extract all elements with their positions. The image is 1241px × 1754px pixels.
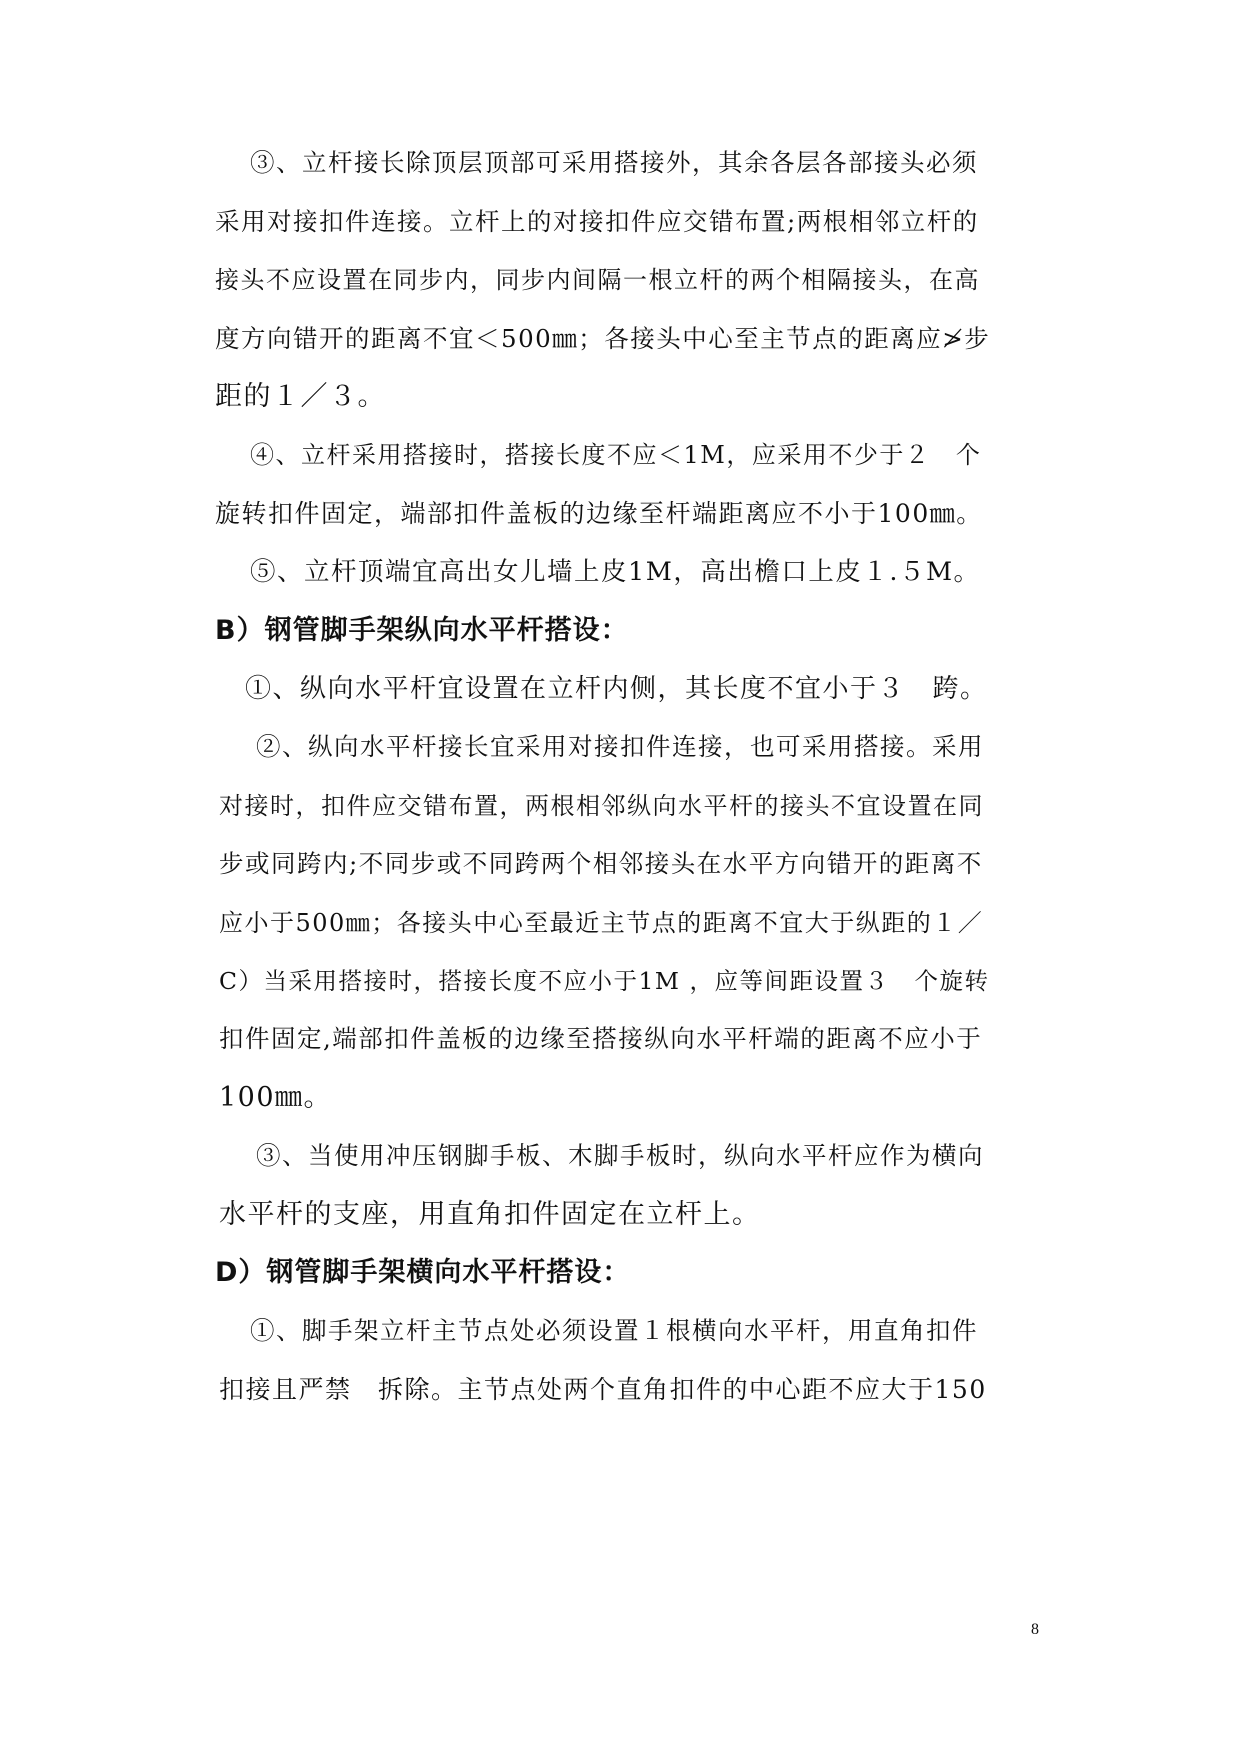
paragraph-line: 100㎜。 — [219, 1082, 333, 1113]
paragraph-line: 度方向错开的距离不宜＜500㎜；各接头中心至主节点的距离应≯步 — [215, 324, 991, 353]
paragraph-line: ①、脚手架立杆主节点处必须设置１根横向水平杆，用直角扣件 — [250, 1316, 978, 1345]
page-number: 8 — [1031, 1621, 1039, 1638]
paragraph-line: ③、当使用冲压钢脚手板、木脚手板时，纵向水平杆应作为横向 — [256, 1141, 984, 1170]
paragraph-line: 距的１／３。 — [215, 381, 386, 412]
paragraph-line: 水平杆的支座，用直角扣件固定在立杆上。 — [219, 1199, 761, 1230]
paragraph-line: ①、纵向水平杆宜设置在立杆内侧，其长度不宜小于３ 跨。 — [245, 674, 988, 704]
paragraph-line: 接头不应设置在同步内，同步内间隔一根立杆的两个相隔接头，在高 — [215, 266, 980, 294]
paragraph-line: C）当采用搭接时，搭接长度不应小于1M ，应等间距设置３ 个旋转 — [219, 967, 990, 995]
section-heading-b: B）钢管脚手架纵向水平杆搭设： — [215, 615, 629, 646]
paragraph-line: ③、立杆接长除顶层顶部可采用搭接外，其余各层各部接头必须 — [250, 148, 978, 177]
paragraph-line: 对接时，扣件应交错布置，两根相邻纵向水平杆的接头不宜设置在同 — [219, 792, 984, 820]
paragraph-line: 扣接且严禁 拆除。主节点处两个直角扣件的中心距不应大于150 — [219, 1375, 987, 1404]
paragraph-line: 扣件固定,端部扣件盖板的边缘至搭接纵向水平杆端的距离不应小于 — [219, 1024, 983, 1053]
paragraph-line: ⑤、立杆顶端宜高出女儿墙上皮1M，高出檐口上皮１.５M。 — [250, 557, 981, 587]
section-heading-d: D）钢管脚手架横向水平杆搭设： — [215, 1257, 631, 1288]
paragraph-line: 旋转扣件固定，端部扣件盖板的边缘至杆端距离应不小于100㎜。 — [215, 499, 983, 528]
paragraph-line: 步或同跨内;不同步或不同跨两个相邻接头在水平方向错开的距离不 — [219, 849, 983, 878]
paragraph-line: ②、纵向水平杆接长宜采用对接扣件连接，也可采用搭接。采用 — [256, 732, 984, 761]
paragraph-line: 应小于500㎜；各接头中心至最近主节点的距离不宜大于纵距的１／ — [219, 909, 984, 937]
paragraph-line: 采用对接扣件连接。立杆上的对接扣件应交错布置;两根相邻立杆的 — [215, 207, 979, 236]
paragraph-line: ④、立杆采用搭接时，搭接长度不应＜1M，应采用不少于２ 个 — [250, 441, 982, 469]
